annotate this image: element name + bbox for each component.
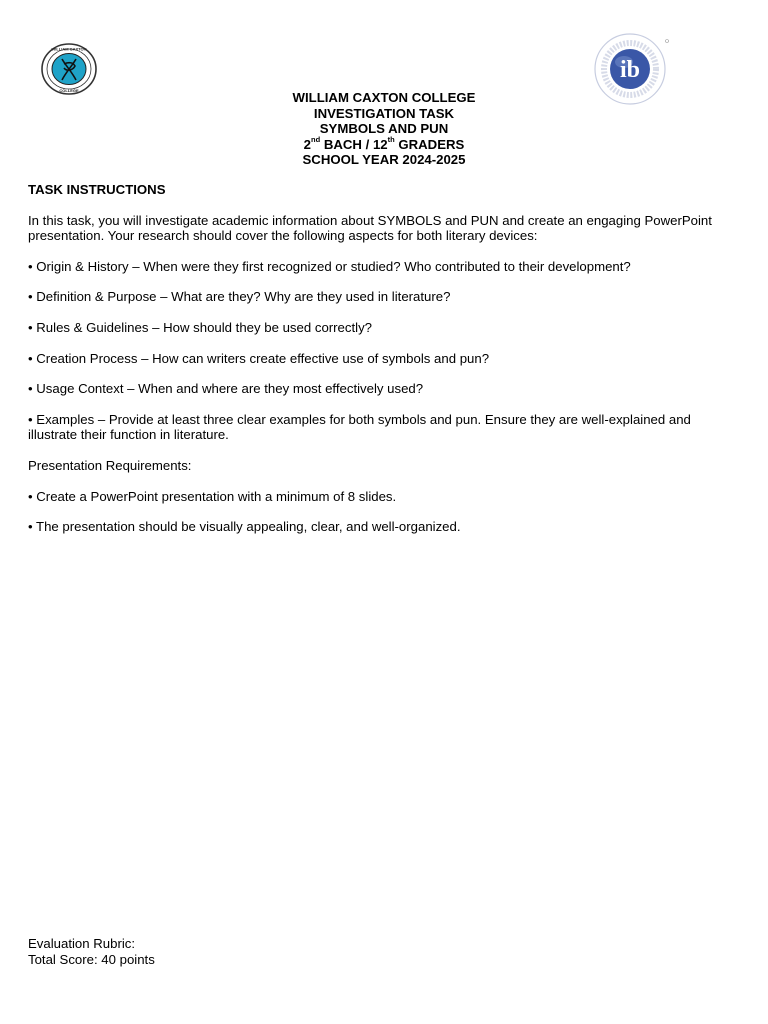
school-year: SCHOOL YEAR 2024-2025: [302, 152, 466, 168]
svg-text:WILLIAM CAXTON: WILLIAM CAXTON: [51, 46, 87, 52]
intro-paragraph: In this task, you will investigate academic information about SYMBOLS and PUN and create an engaging PowerPoint presentation. Your research should cover the following aspects for both literary devices:: [28, 212, 712, 244]
document-body: [28, 182, 728, 550]
evaluation-section: [28, 936, 155, 967]
bullet-item: • Usage Context – When and where are they most effectively used?: [28, 381, 424, 397]
task-topic: SYMBOLS AND PUN: [319, 121, 449, 137]
document-header: [0, 90, 768, 168]
college-logo: [40, 42, 98, 96]
bullet-item: • Examples – Provide at least three clear examples for both symbols and pun. Ensure they are well-explained and illustrate their function in literature.: [28, 411, 691, 443]
bullet-item: • Rules & Guidelines – How should they be used correctly?: [28, 319, 373, 335]
grade-line: 2nd BACH / 12th GRADERS: [303, 135, 465, 152]
task-instructions-heading: TASK INSTRUCTIONS: [28, 182, 166, 197]
requirement-item: • The presentation should be visually appealing, clear, and well-organized.: [28, 519, 461, 535]
requirements-heading: Presentation Requirements:: [28, 457, 192, 473]
task-type: INVESTIGATION TASK: [313, 105, 455, 121]
total-score: Total Score: 40 points: [28, 951, 155, 967]
svg-text:COLLEGE: COLLEGE: [59, 88, 79, 93]
requirement-item: • Create a PowerPoint presentation with a minimum of 8 slides.: [28, 488, 397, 504]
bullet-item: • Definition & Purpose – What are they? Why are they used in literature?: [28, 289, 451, 305]
rubric-label: Evaluation Rubric:: [28, 936, 136, 951]
school-name: WILLIAM CAXTON COLLEGE: [292, 90, 476, 105]
bullet-item: • Origin & History – When were they first recognized or studied? Who contributed to their development?: [28, 258, 631, 274]
svg-text:ib: ib: [619, 57, 641, 83]
bullet-item: • Creation Process – How can writers create effective use of symbols and pun?: [28, 350, 490, 366]
